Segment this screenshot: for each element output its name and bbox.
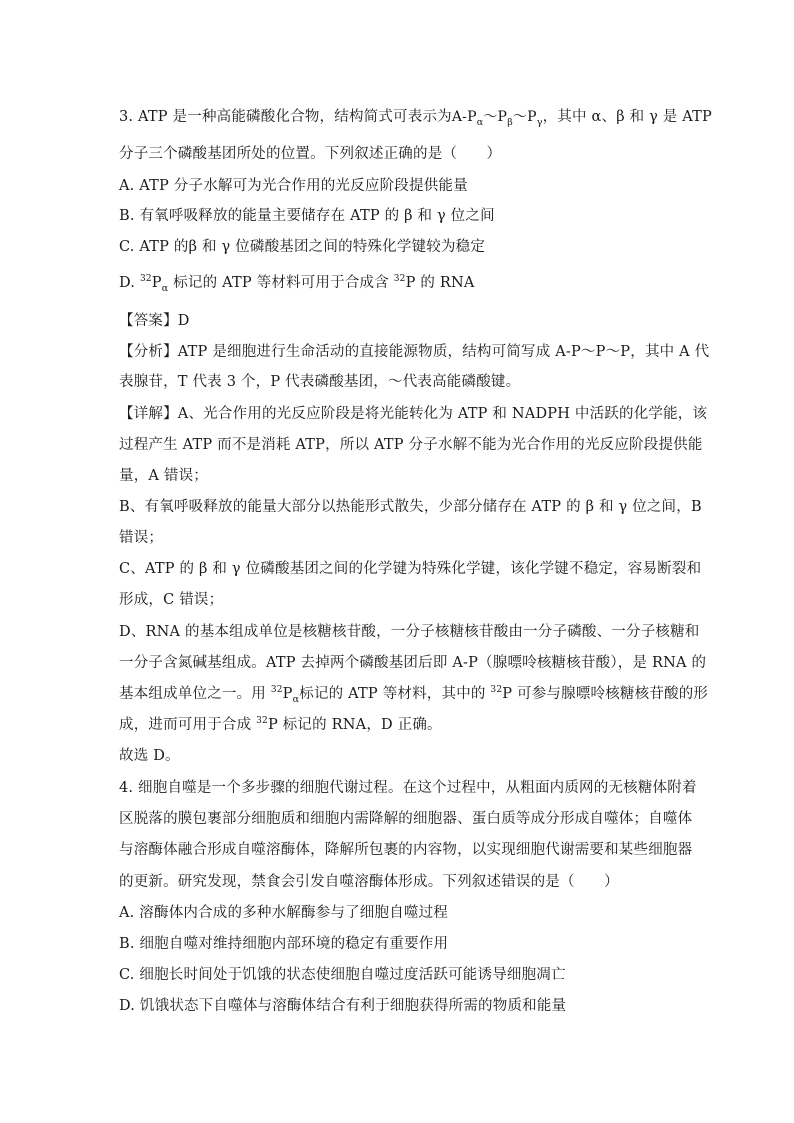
q4-stem-line3: 与溶酶体融合形成自噬溶酶体，降解所包裹的内容物，以实现细胞代谢需要和某些细胞器 [119, 842, 693, 858]
q3-detail-line4: B、有氧呼吸释放的能量大部分以热能形式散失，少部分储存在 ATP 的 β 和 γ 位之间，B [119, 499, 702, 515]
q3-answer: 【答案】D [119, 313, 190, 329]
q3-option-b: B. 有氧呼吸释放的能量主要储存在 ATP 的 β 和 γ 位之间 [119, 208, 495, 224]
q3-detail-line9: 一分子含氮碱基组成。ATP 去掉两个磷酸基团后即 A-P（腺嘌呤核糖核苷酸），是 RNA 的 [119, 655, 707, 671]
formula-tilde2: ～P [512, 109, 537, 125]
q4-option-d: D. 饥饿状态下自噬体与溶酶体结合有利于细胞获得所需的物质和能量 [119, 998, 567, 1014]
q3-option-d-sup2: 32 [393, 274, 406, 284]
q3-option-d-sup1: 32 [139, 274, 152, 284]
detail11-sup: 32 [256, 716, 268, 726]
detail10-c: P 可参与腺嘌呤核糖核苷酸的形 [502, 686, 709, 702]
q3-option-c: C. ATP 的β 和 γ 位磷酸基团之间的特殊化学键较为稳定 [119, 239, 486, 255]
q3-detail-line3: 量，A 错误； [119, 468, 208, 484]
detail10-sub: α [292, 694, 300, 705]
formula-sub-beta: β [507, 117, 513, 128]
q3-analysis-line1: 【分析】ATP 是细胞进行生命活动的直接能源物质，结构可简写成 A-P～P～P，其中 A 代 [119, 344, 710, 360]
q4-option-a: A. 溶酶体内合成的多种水解酶参与了细胞自噬过程 [119, 905, 448, 921]
q3-detail-line5: 错误； [119, 530, 164, 546]
q3-conclusion: 故选 D。 [119, 748, 180, 764]
formula-tilde1: ～P [483, 109, 508, 125]
q3-option-d-end: P 的 RNA [405, 275, 475, 291]
q3-option-d-p: P [151, 275, 162, 291]
q3-detail-line11 [119, 715, 442, 737]
q3-option-d-sub: α [161, 283, 169, 294]
detail11-a: 成，进而可用于合成 [119, 717, 257, 733]
q3-option-d-mid: 标记的 ATP 等材料可用于合成含 [168, 275, 394, 291]
detail10-b: 标记的 ATP 等材料，其中的 [299, 686, 491, 702]
q3-stem-part2: ，其中 α、β 和 γ 是 ATP [542, 109, 713, 125]
formula-sub-gamma: γ [536, 117, 543, 128]
q4-option-c: C. 细胞长时间处于饥饿的状态使细胞自噬过度活跃可能诱导细胞凋亡 [119, 967, 566, 983]
q3-option-a: A. ATP 分子水解可为光合作用的光反应阶段提供能量 [119, 178, 468, 194]
q3-analysis-line2: 表腺苷，T 代表 3 个，P 代表磷酸基团，～代表高能磷酸键。 [119, 374, 521, 390]
q4-option-b: B. 细胞自噬对维持细胞内部环境的稳定有重要作用 [119, 936, 449, 952]
detail10-sup: 32 [270, 685, 283, 695]
detail10-p: P [282, 686, 293, 702]
q3-stem-line2: 分子三个磷酸基团所处的位置。下列叙述正确的是（ ） [119, 146, 502, 162]
q4-stem-line4: 的更新。研究发现，禁食会引发自噬溶酶体形成。下列叙述错误的是（ ） [119, 874, 619, 890]
atp-formula [451, 109, 543, 128]
q3-detail-line1: 【详解】A、光合作用的光反应阶段是将光能转化为 ATP 和 NADPH 中活跃的化学能，该 [119, 406, 708, 422]
detail10-a: 基本组成单位之一。用 [119, 686, 271, 702]
q3-stem-part1: 3. ATP 是一种高能磷酸化合物，结构简式可表示为 [119, 109, 452, 125]
q3-detail-line6: C、ATP 的 β 和 γ 位磷酸基团之间的化学键为特殊化学键，该化学键不稳定，容易断裂和 [119, 561, 702, 577]
q3-option-d-prefix: D. [119, 275, 140, 291]
formula-sub-alpha: α [476, 117, 484, 128]
q3-detail-line2: 过程产生 ATP 而不是消耗 ATP，所以 ATP 分子水解不能为光合作用的光反应阶段提供能 [119, 437, 703, 453]
q3-option-d [119, 273, 475, 295]
formula-a: A-P [451, 109, 477, 125]
q3-detail-line8: D、RNA 的基本组成单位是核糖核苷酸，一分子核糖核苷酸由一分子磷酸、一分子核糖和 [119, 624, 700, 640]
q3-detail-line10 [119, 684, 708, 706]
q4-stem-line1: 4. 细胞自噬是一个多步骤的细胞代谢过程。在这个过程中，从粗面内质网的无核糖体附着 [119, 780, 697, 796]
q3-stem-line1 [119, 107, 712, 129]
q3-detail-line7: 形成，C 错误； [119, 592, 224, 608]
detail10-sup2: 32 [490, 685, 503, 695]
detail11-b: P 标记的 RNA，D 正确。 [267, 717, 442, 733]
q4-stem-line2: 区脱落的膜包裹部分细胞质和细胞内需降解的细胞器、蛋白质等成分形成自噬体；自噬体 [119, 811, 693, 827]
